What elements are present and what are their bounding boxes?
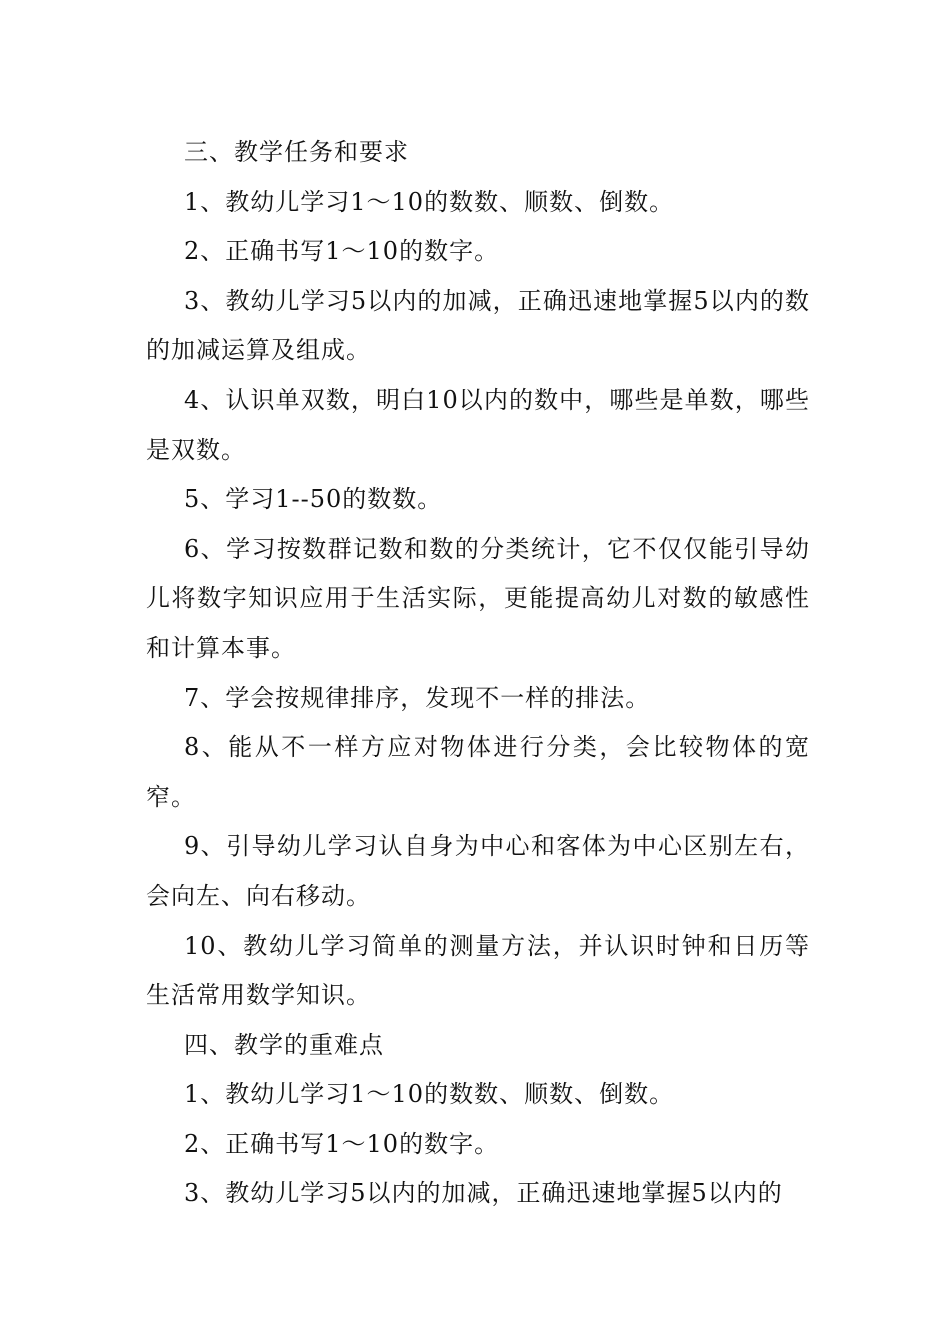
- paragraph-item-4: 4、认识单双数，明白10以内的数中，哪些是单数，哪些是双数。: [146, 385, 810, 464]
- paragraph-item-5: 5、学习1--50的数数。: [184, 485, 443, 514]
- paragraph-item-3: 3、教幼儿学习5以内的加减，正确迅速地掌握5以内的数的加减运算及组成。: [146, 286, 810, 365]
- paragraph-item-9: 9、引导幼儿学习认自身为中心和客体为中心区别左右，会向左、向右移动。: [146, 832, 810, 910]
- paragraph-item-8: 8、能从不一样方应对物体进行分类，会比较物体的宽窄。: [146, 733, 810, 811]
- paragraph-item-2: 2、正确书写1～10的数字。: [184, 237, 500, 266]
- paragraph-key-point-1: 1、教幼儿学习1～10的数数、顺数、倒数。: [184, 1080, 675, 1109]
- section-heading-key-points: 四、教学的重难点: [184, 1030, 384, 1059]
- section-heading-teaching-tasks: 三、教学任务和要求: [184, 138, 409, 166]
- paragraph-item-6: 6、学习按数群记数和数的分类统计，它不仅仅能引导幼儿将数字知识应用于生活实际，更能提高幼儿对数的敏感性和计算本事。: [146, 534, 810, 662]
- paragraph-item-1: 1、教幼儿学习1～10的数数、顺数、倒数。: [184, 187, 675, 216]
- paragraph-item-10: 10、教幼儿学习简单的测量方法，并认识时钟和日历等生活常用数学知识。: [146, 931, 810, 1010]
- paragraph-key-point-3: 3、教幼儿学习5以内的加减，正确迅速地掌握5以内的: [184, 1179, 783, 1208]
- paragraph-key-point-2: 2、正确书写1～10的数字。: [184, 1129, 500, 1158]
- paragraph-item-7: 7、学会按规律排序，发现不一样的排法。: [184, 683, 651, 712]
- document-body: [146, 128, 810, 1219]
